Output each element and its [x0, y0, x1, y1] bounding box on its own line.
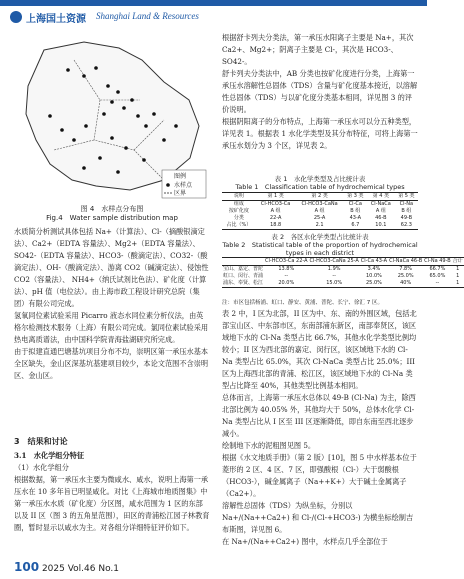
table-header-cell: Cl-Ca 43-A: [360, 258, 388, 264]
page-header: [0, 0, 427, 30]
table-header-cell: Cl-HCO3-Ca 22-A: [265, 258, 308, 264]
figure-caption-cn: 图 4 水样点分布图: [80, 205, 144, 213]
table-cell: Cl-HCO3-Ca: [260, 201, 291, 207]
table-header-cell: 第 5 类: [398, 193, 415, 199]
left-column-bottom: [14, 450, 210, 534]
table-header-cell: 第 2 类: [311, 193, 328, 199]
table-cell: --: [284, 273, 289, 279]
table-cell: 2.1: [315, 222, 324, 228]
table-header-cell: Cl-NaCa 46-B: [389, 258, 423, 264]
table2-note: 注：市区包括杨浦、虹口、静安、黄浦、普陀、长宁、徐汇 7 区。: [222, 300, 383, 306]
map-legend: [162, 170, 206, 198]
table-row: [222, 208, 418, 215]
paragraph: 总体而言，上海第一承压水总体以 49-B (Cl-Na) 为主，除西北部比例为 40.05% 外，其他均大于 50%，总体水化学 Cl-Na 类型占比从 I 区至 III 区逐渐降低，即自东南至西北逐步减小。: [222, 393, 416, 438]
page-footer: [14, 560, 119, 574]
issue-label: 2025 Vol.46 No.1: [41, 564, 120, 574]
table-cell: 虹口、闵行、青浦: [223, 273, 264, 279]
table-cell: 10.0%: [366, 273, 382, 279]
table-cell: 1: [456, 280, 460, 286]
legend-sample: 水样点: [174, 182, 193, 189]
table-cell: 25.0%: [397, 273, 414, 279]
table-cell: 1: [456, 266, 460, 272]
table2-caption-en: Table 2 Statistical table of the proportion of hydrochemical types in each district: [222, 241, 418, 257]
table-cell: 43-A: [349, 215, 362, 221]
table-cell: 18.8: [270, 222, 282, 228]
table2: [222, 257, 464, 288]
table-header-cell: 合计: [452, 258, 463, 264]
table-cell: A 组: [270, 208, 281, 214]
table-header-row: [222, 258, 464, 266]
left-column-top: [14, 226, 210, 382]
table-row: [222, 201, 418, 209]
table-row: [222, 215, 418, 222]
journal-logo-icon: [10, 11, 22, 23]
paragraph: 表 2 中，I 区为北部，II 区为中、东、南的外围区域，包括北部宝山区、中东部市区，东南部浦东新区，南部奉贤区，该区域地下水的 Cl-Na 类型占比 66.7%，其他水化学类型比例均较小；II 区为西北部的嘉定、闵行区，该区域地下水的 Cl-Na 类型占比 65.0%，其次 Cl-NaCa 类型占比 25.0%；III 区为上海西北部的青浦、松江区，该区域地下水的 Cl-Na 类型占比降至 40%，其他类型比例基本相同。: [222, 309, 417, 390]
table-cell: 6.7: [351, 222, 360, 228]
table-cell: Cl-NaCa: [370, 201, 391, 207]
section-heading-3: 3 结果和讨论: [14, 437, 68, 446]
table-cell: 组成: [233, 201, 244, 207]
table-header-row: [222, 193, 418, 201]
table1-caption-cn: 表 1 水化学类型及占比统计表: [274, 175, 366, 183]
table-cell: A 组: [314, 208, 325, 214]
table-cell: 25-A: [313, 215, 326, 221]
table-cell: 49-B: [400, 215, 413, 221]
table-cell: 3.4%: [367, 266, 381, 272]
page-number: 100: [14, 560, 40, 574]
table-cell: 62.3: [400, 222, 412, 228]
shanghai-outline: [26, 42, 199, 190]
table-cell: --: [332, 273, 336, 279]
table-cell: B 组: [401, 208, 412, 214]
paragraph: 舒卡列夫分类法中，AB 分类也按矿化度进行分类，上海第一承压水溶解性总固体（TDS）含量与矿化度基本接近，以溶解性总固体（TDS）与以矿化度分类基本相同，详见图 3 的评价说明。: [222, 69, 418, 114]
paragraph: 根据舒卡列夫分类法，第一承压水阳离子主要是 Na+，其次 Ca2+、Mg2+；阴离子主要是 Cl-，其次是 HCO3-、SO42-。: [222, 33, 414, 66]
table-cell: 65.0%: [429, 273, 446, 279]
table-cell: Cl-Na: [399, 201, 414, 207]
table-header-cell: 第 3 类: [347, 193, 364, 199]
journal-title-cn: 上海国土资源: [26, 14, 86, 25]
table-row: [222, 222, 418, 230]
table-cell: Cl-HCO3-CaNa: [301, 201, 338, 207]
paragraph: 溶解性总固体（TDS）为纵坐标，分别以 Na+/(Na++Ca2+) 和 Cl-/(Cl-+HCO3-) 为横坐标绘制吉布斯图，详见图 6。: [222, 501, 414, 534]
table1-caption-en: Table 1 Classification table of hydrochemical types: [235, 183, 405, 191]
subsection-heading: 3.1 水化学组分特征: [14, 451, 85, 460]
table-cell: 10.1: [375, 222, 387, 228]
journal-title-en: Shanghai Land & Resources: [96, 11, 199, 21]
water-sample-map: [14, 30, 210, 202]
table2-caption-cn: 表 2 各区水化学类型占比统计表: [271, 233, 369, 241]
table-cell: Cl-Ca: [348, 201, 362, 207]
table-cell: 46-B: [375, 215, 387, 221]
paragraph: 水质简分析测试具体包括 Na+（计算法）、Cl-（摘酸银滴定法）、Ca2+（EDTA 容量法）、Mg2+（EDTA 容量法）、SO42-（EDTA 容量法）、HCO3-（酸滴定法）、CO32-（酸滴定法）、OH-（酸滴定法）、游离 CO2（碱滴定法）、侵蚀性 CO2（容量法）、 NH4+（纳氏试剂比色法）、矿化度（计算法）、pH 值（电位法）。由上海市政工程设计研究总院（集团）有限公司完成。: [14, 227, 209, 308]
paragraph: 氢氧同位素试验采用 Picarro 液态水同位素分析仪法，由英格尔检测技术服务（上海）有限公司完成。氯同位素试验采用热电离质谱法，由中国科学院青海盐湖研究所完成。: [14, 311, 209, 344]
table-cell: 25.0%: [366, 280, 382, 286]
table-cell: 分类: [233, 215, 244, 221]
table-cell: 占比（%）: [226, 222, 252, 228]
paragraph: 根据《水文地质手册》（第 2 版）[10]，图 5 中水样基本位于菱形的 2 区、4 区、7 区，即强酸根（Cl-）大于弱酸根（HCO3-），碱金属离子（Na++K+）大于碱土金属离子（Ca2+）。: [222, 453, 417, 498]
table-cell: 浦东、奉贤、松江: [223, 280, 264, 286]
table-cell: 7.8%: [399, 266, 412, 272]
header-band: [0, 0, 427, 6]
paragraph: 绘制地下水的泥粗图见图 5。: [222, 441, 316, 450]
table-header-cell: Cl-HCO3-CaNa 25-A: [309, 258, 359, 264]
paragraph: 根据数据，第一承压水主要为微咸水、咸水，说明上海第一承压水在 10 多年旨已明显咸化。对比《上海城市地质图集》中第一承压水水质（矿化度）分区图，咸水范围为 1 区的东部以及 II 区（图 3 的五角星范围），田区的青浦松江园子林教育圈，暂时显示以咸水为主。对各组分详细特征评价如下。: [14, 475, 210, 532]
paragraph: 根据阴阳离子的分布特点，上海第一承压水可以分五种类型，详见表 1。根据表 1 水化学类型及其分布特征，可将上海第一承压水划分为 3 个区，详见表 2。: [222, 117, 418, 150]
paragraph: 由于拟建直通巴塘基坑项目分布不均，崇明区第一承压水基本全区缺失，金山区深基坑基建项目较少，本论文范围不含崇明区、金山区。: [14, 347, 209, 380]
right-column-bottom: [222, 308, 418, 548]
table-header-cell: 说明: [233, 193, 244, 199]
table-header-cell: [222, 258, 264, 266]
right-column-top: [222, 32, 418, 152]
table-row: [222, 266, 464, 274]
table-cell: A 组: [375, 208, 386, 214]
table1: [222, 192, 418, 230]
figure-caption-en: Fig.4 Water sample distribution map: [46, 214, 178, 222]
table-cell: 22-A: [269, 215, 282, 221]
table-cell: 13.8%: [278, 266, 295, 272]
table-header-cell: 第 1 类: [267, 193, 284, 199]
legend-title: 图例: [174, 173, 187, 180]
table-header-cell: Cl-Na 49-B: [424, 258, 451, 264]
table-cell: 宝山、嘉定、普陀: [223, 266, 264, 272]
table-row: [222, 280, 464, 288]
table-cell: 1.9%: [327, 266, 341, 272]
table-cell: 按矿化度: [228, 208, 249, 214]
legend-boundary: 区界: [174, 190, 187, 197]
table-cell: 1: [456, 273, 460, 279]
table-cell: 40%: [400, 280, 412, 286]
table-cell: 20.0%: [278, 280, 295, 286]
table-cell: 15.0%: [326, 280, 343, 286]
table-row: [222, 273, 464, 280]
table-cell: 66.7%: [429, 266, 446, 272]
table-cell: B 组: [350, 208, 361, 214]
table-cell: --: [435, 280, 440, 286]
subsubsection-heading: （1）水化学组分: [14, 463, 69, 472]
paragraph: 在 Na+/(Na++Ca2+) 图中，水样点几乎全部位于: [222, 537, 388, 546]
table-header-cell: 第 4 类: [372, 193, 390, 199]
